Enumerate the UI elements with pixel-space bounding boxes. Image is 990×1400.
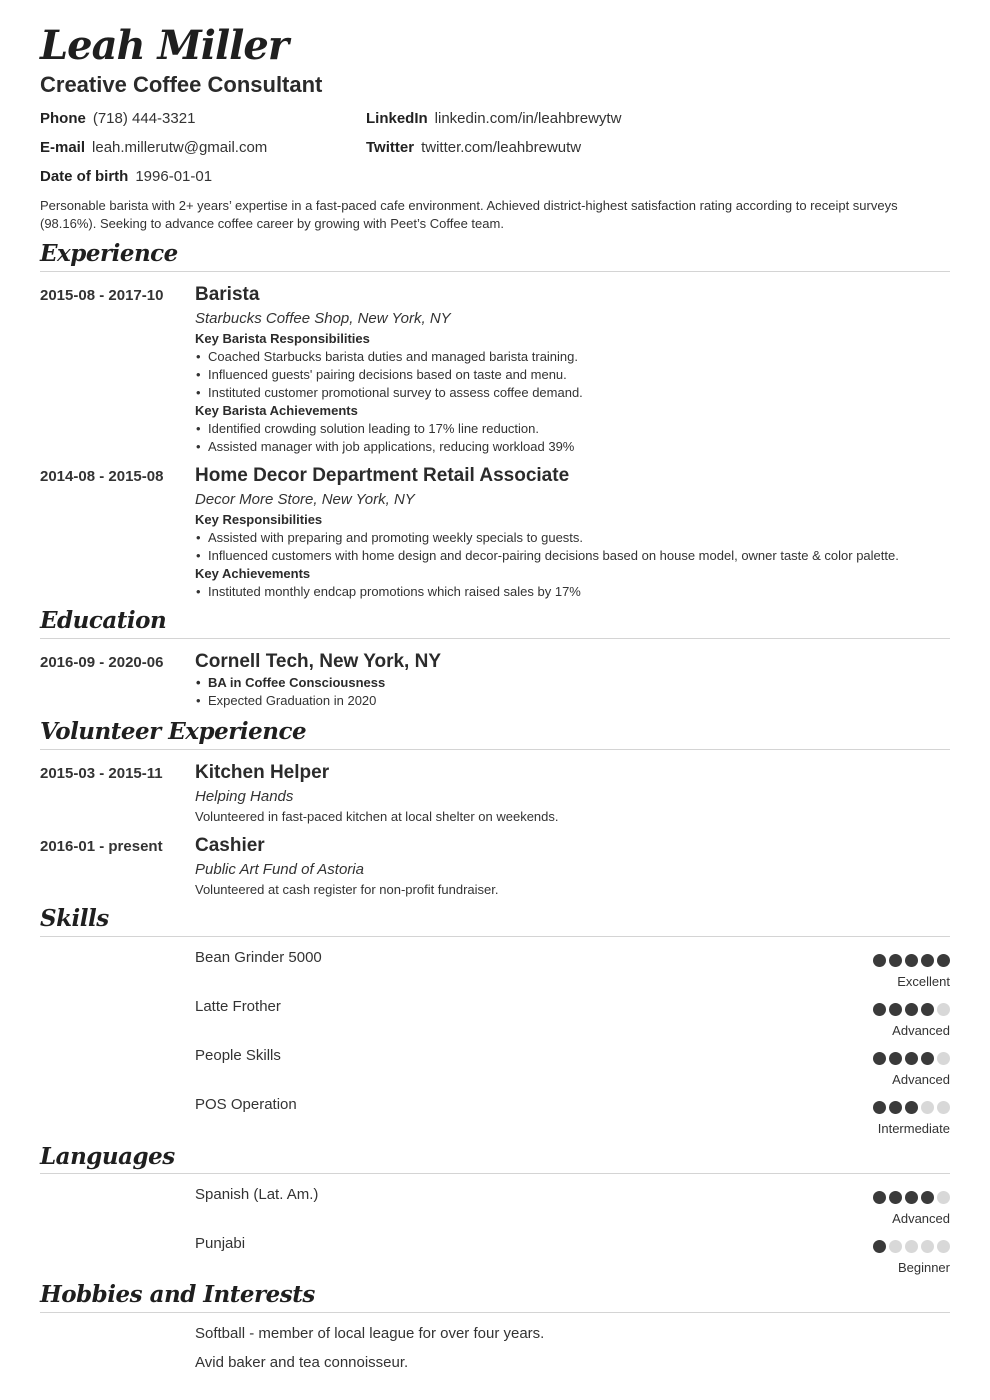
hobbies-divider: [40, 1312, 950, 1313]
volunteer-heading: Volunteer Experience: [40, 718, 307, 745]
language-row: [195, 1235, 950, 1277]
list-item: • Coached Starbucks barista duties and managed barista training.: [195, 348, 950, 366]
skill-level: Intermediate: [877, 1121, 950, 1136]
school-name: Cornell Tech, New York, NY: [195, 651, 442, 672]
skill-name: Latte Frother: [195, 998, 281, 1015]
experience-date: 2015-08 - 2017-10: [40, 287, 164, 304]
contact-email: [40, 139, 267, 156]
list-item: • BA in Coffee Consciousness: [195, 674, 950, 692]
language-row: [195, 1186, 950, 1228]
rating-dot-filled: [873, 1052, 886, 1065]
rating-dot-empty: [937, 1052, 950, 1065]
candidate-title: Creative Coffee Consultant: [40, 72, 323, 97]
rating-dots: [873, 1191, 950, 1204]
skill-name: People Skills: [195, 1047, 281, 1064]
volunteer-entry: [195, 761, 950, 826]
experience-divider: [40, 271, 950, 272]
experience-entry: [195, 283, 950, 456]
phone-label: Phone: [40, 110, 86, 127]
rating-dots: [873, 1101, 950, 1114]
skills-divider: [40, 936, 950, 937]
rating-dot-empty: [921, 1240, 934, 1253]
job-bullets: [195, 420, 950, 456]
rating-dot-filled: [905, 1052, 918, 1065]
education-bullets: [195, 674, 950, 710]
volunteer-date: 2016-01 - present: [40, 838, 163, 855]
rating-dot-empty: [905, 1240, 918, 1253]
job-title: Home Decor Department Retail Associate: [195, 465, 570, 486]
languages-divider: [40, 1173, 950, 1174]
job-subheading: Key Barista Achievements: [195, 403, 358, 418]
skill-name: Bean Grinder 5000: [195, 949, 322, 966]
hobbies-heading: Hobbies and Interests: [40, 1281, 315, 1308]
experience-date: 2014-08 - 2015-08: [40, 468, 164, 485]
linkedin-value[interactable]: linkedin.com/in/leahbrewytw: [434, 110, 622, 127]
language-level: Advanced: [892, 1211, 950, 1226]
skill-level: Advanced: [892, 1072, 950, 1087]
email-label: E-mail: [40, 139, 86, 156]
rating-dot-filled: [921, 1191, 934, 1204]
skill-level: Excellent: [897, 974, 950, 989]
education-divider: [40, 638, 950, 639]
volunteer-org: Helping Hands: [195, 788, 294, 805]
rating-dot-filled: [873, 1191, 886, 1204]
rating-dot-filled: [921, 1003, 934, 1016]
rating-dot-filled: [889, 954, 902, 967]
linkedin-label: LinkedIn: [366, 110, 428, 127]
contact-phone: [40, 110, 195, 127]
list-item: • Influenced customers with home design and decor-pairing decisions based on house model, owner taste & color palette.: [195, 547, 950, 565]
skill-row: [195, 998, 950, 1040]
rating-dot-filled: [889, 1101, 902, 1114]
rating-dot-filled: [873, 954, 886, 967]
list-item: • Identified crowding solution leading to 17% line reduction.: [195, 420, 950, 438]
email-value[interactable]: leah.millerutw@gmail.com: [92, 139, 268, 156]
twitter-label: Twitter: [366, 139, 415, 156]
phone-value: (718) 444-3321: [92, 110, 196, 127]
rating-dot-filled: [873, 1101, 886, 1114]
rating-dot-empty: [889, 1240, 902, 1253]
rating-dot-filled: [889, 1003, 902, 1016]
volunteer-role: Cashier: [195, 835, 265, 856]
rating-dot-empty: [921, 1101, 934, 1114]
rating-dots: [873, 954, 950, 967]
rating-dot-empty: [937, 1191, 950, 1204]
volunteer-entry: [195, 834, 950, 899]
rating-dots: [873, 1052, 950, 1065]
volunteer-org: Public Art Fund of Astoria: [195, 861, 364, 878]
list-item: • Assisted manager with job applications, reducing workload 39%: [195, 438, 950, 456]
rating-dot-filled: [889, 1191, 902, 1204]
list-item: • Influenced guests' pairing decisions based on taste and menu.: [195, 366, 950, 384]
dob-value: 1996-01-01: [135, 168, 213, 185]
list-item: • Assisted with preparing and promoting weekly specials to guests.: [195, 529, 950, 547]
job-bullets: [195, 348, 950, 402]
professional-summary: Personable barista with 2+ years’ expertise in a fast-paced cafe environment. Achieved district-highest satisfaction rating according to receipt surveys (98.16%). Seeking to advance coffee career by growing with Peet’s Coffee team.: [40, 198, 898, 231]
rating-dot-filled: [905, 954, 918, 967]
skill-row: [195, 1047, 950, 1089]
rating-dots: [873, 1003, 950, 1016]
candidate-name: Leah Miller: [40, 22, 288, 69]
rating-dot-filled: [905, 1003, 918, 1016]
rating-dots: [873, 1240, 950, 1253]
rating-dot-filled: [921, 1052, 934, 1065]
hobby-item: Avid baker and tea connoisseur.: [195, 1354, 409, 1371]
job-bullets: [195, 583, 950, 601]
language-level: Beginner: [897, 1260, 950, 1275]
contact-dob: [40, 168, 212, 185]
job-company: Decor More Store, New York, NY: [195, 491, 415, 508]
skill-level: Advanced: [892, 1023, 950, 1038]
resume-page: [40, 0, 950, 1400]
skill-name: POS Operation: [195, 1096, 297, 1113]
list-item: • Instituted customer promotional survey to assess coffee demand.: [195, 384, 950, 402]
dob-label: Date of birth: [40, 168, 129, 185]
volunteer-desc: Volunteered at cash register for non-profit fundraiser.: [195, 882, 499, 897]
rating-dot-empty: [937, 1240, 950, 1253]
skills-heading: Skills: [40, 905, 109, 932]
job-subheading: Key Responsibilities: [195, 512, 323, 527]
education-entry: [195, 650, 950, 710]
rating-dot-filled: [873, 1003, 886, 1016]
volunteer-divider: [40, 749, 950, 750]
hobby-item: Softball - member of local league for over four years.: [195, 1325, 545, 1342]
rating-dot-filled: [889, 1052, 902, 1065]
rating-dot-filled: [937, 954, 950, 967]
twitter-value[interactable]: twitter.com/leahbrewutw: [421, 139, 582, 156]
rating-dot-filled: [873, 1240, 886, 1253]
contact-linkedin: [366, 110, 621, 127]
rating-dot-filled: [905, 1101, 918, 1114]
list-item: • Expected Graduation in 2020: [195, 692, 950, 710]
rating-dot-empty: [937, 1003, 950, 1016]
job-company: Starbucks Coffee Shop, New York, NY: [195, 310, 451, 327]
experience-heading: Experience: [40, 240, 178, 267]
job-subheading: Key Barista Responsibilities: [195, 331, 370, 346]
job-bullets: [195, 529, 950, 565]
contact-twitter: [366, 139, 581, 156]
rating-dot-filled: [905, 1191, 918, 1204]
volunteer-role: Kitchen Helper: [195, 762, 330, 783]
list-item: • Instituted monthly endcap promotions which raised sales by 17%: [195, 583, 950, 601]
rating-dot-empty: [937, 1101, 950, 1114]
job-subheading: Key Achievements: [195, 566, 311, 581]
language-name: Spanish (Lat. Am.): [195, 1186, 319, 1203]
languages-heading: Languages: [40, 1143, 175, 1170]
volunteer-desc: Volunteered in fast-paced kitchen at local shelter on weekends.: [195, 809, 559, 824]
job-title: Barista: [195, 284, 260, 305]
language-name: Punjabi: [195, 1235, 246, 1252]
education-heading: Education: [40, 607, 167, 634]
volunteer-date: 2015-03 - 2015-11: [40, 765, 163, 782]
skill-row: [195, 949, 950, 991]
experience-entry: [195, 464, 950, 601]
skill-row: [195, 1096, 950, 1138]
education-date: 2016-09 - 2020-06: [40, 654, 164, 671]
rating-dot-filled: [921, 954, 934, 967]
